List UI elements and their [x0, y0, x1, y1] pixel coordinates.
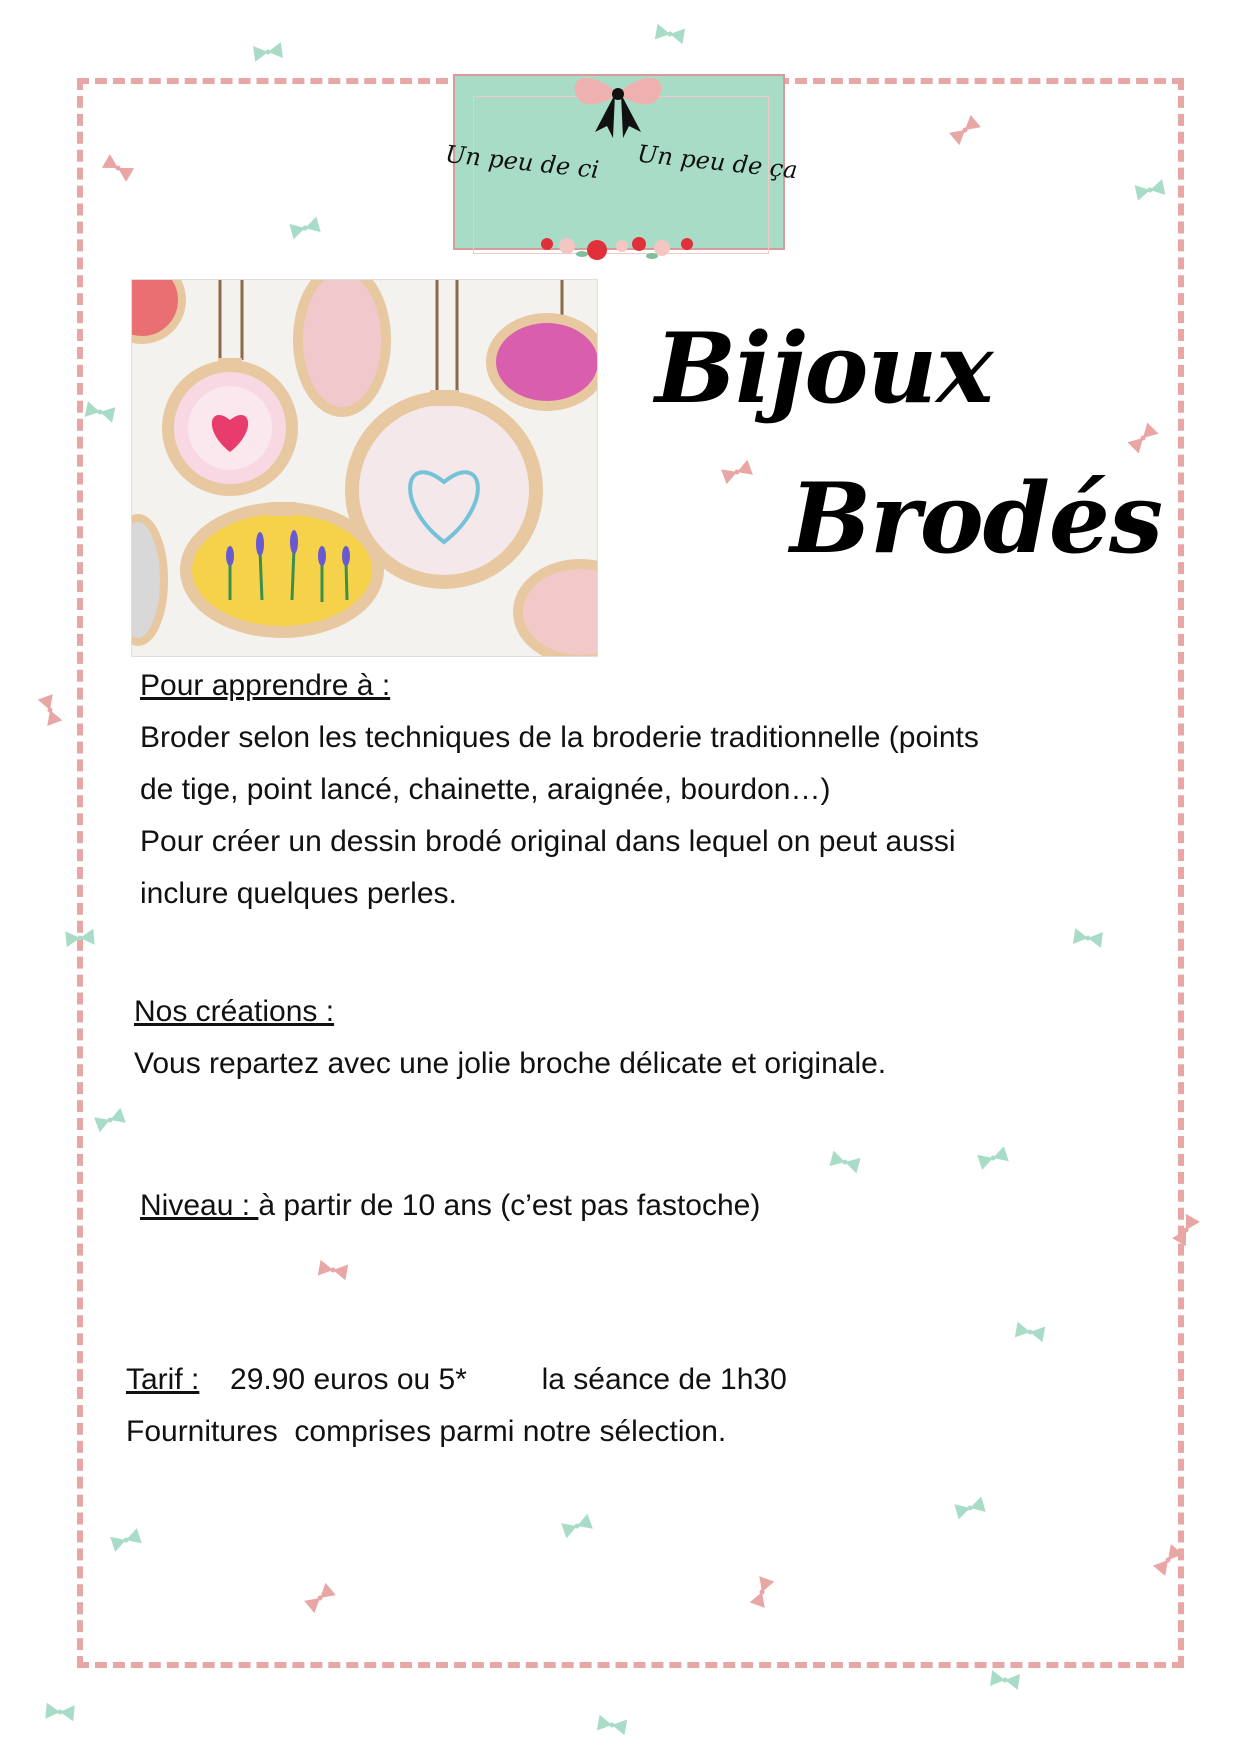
section-level: [140, 1180, 1140, 1232]
level-text: à partir de 10 ans (c’est pas fastoche): [258, 1189, 761, 1222]
logo-text-part2: Un peu de ça: [635, 139, 799, 185]
learn-line-2: de tige, point lancé, chainette, araignée, bourdon…): [140, 773, 831, 806]
title-line-1: Bijoux: [655, 312, 993, 425]
section-creations: [134, 986, 1134, 1090]
shop-logo: [443, 64, 799, 264]
price-value: 29.90 euros ou 5*: [230, 1363, 467, 1396]
level-heading: Niveau :: [140, 1189, 259, 1222]
title-line-2: Brodés: [790, 462, 1162, 575]
section-price: [126, 1354, 1126, 1458]
price-session: la séance de 1h30: [541, 1363, 787, 1396]
learn-line-3: Pour créer un dessin brodé original dans lequel on peut aussi: [140, 825, 956, 858]
embroidery-pendants-photo: [131, 279, 598, 657]
section-learn: [140, 660, 1140, 920]
creations-heading: Nos créations :: [134, 995, 335, 1028]
supplies-text: Fournitures comprises parmi notre sélection.: [126, 1415, 727, 1448]
creations-text: Vous repartez avec une jolie broche délicate et originale.: [134, 1047, 887, 1080]
learn-line-4: inclure quelques perles.: [140, 877, 457, 910]
logo-text-part1: Un peu de ci: [443, 140, 601, 184]
flower-garland: [527, 224, 727, 274]
bow-icon: [563, 64, 673, 144]
price-heading: Tarif :: [126, 1363, 200, 1396]
learn-line-1: Broder selon les techniques de la broderie traditionnelle (points: [140, 721, 979, 754]
learn-heading: Pour apprendre à :: [140, 669, 391, 702]
